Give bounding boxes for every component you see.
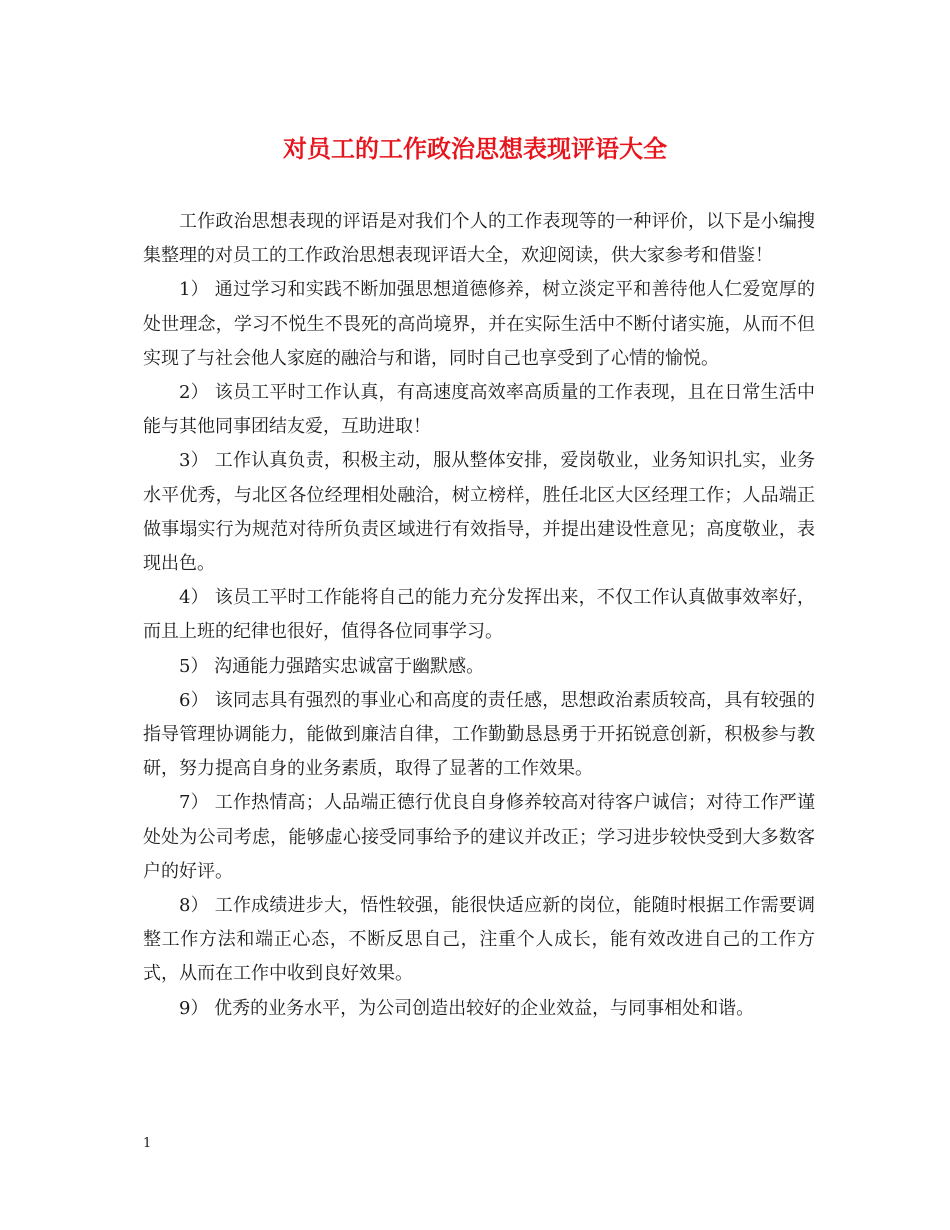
comment-paragraph-9: 9） 优秀的业务水平，为公司创造出较好的企业效益，与同事相处和谐。 (179, 997, 755, 1019)
comment-paragraph-5: 5） 沟通能力强踏实忠诚富于幽默感。 (179, 655, 485, 677)
document-body (143, 205, 815, 1026)
comment-paragraph-4: 4） 该员工平时工作能将自己的能力充分发挥出来，不仅工作认真做事效率好，而且上班的纪律也很好，值得各位同事学习。 (143, 587, 815, 643)
comment-paragraph-8: 8） 工作成绩进步大，悟性较强，能很快适应新的岗位，能随时根据工作需要调整工作方法和端正心态，不断反思自己，注重个人成长，能有效改进自己的工作方式，从而在工作中收到良好效果。 (143, 895, 815, 985)
comment-paragraph-7: 7） 工作热情高；人品端正德行优良自身修养较高对待客户诚信；对待工作严谨处处为公司考虑，能够虚心接受同事给予的建议并改正；学习进步较快受到大多数客户的好评。 (143, 792, 815, 882)
comment-paragraph-1: 1） 通过学习和实践不断加强思想道德修养，树立淡定平和善待他人仁爱宽厚的处世理念，学习不悦生不畏死的高尚境界，并在实际生活中不断付诸实施，从而不但实现了与社会他人家庭的融洽与和谐，同时自己也享受到了心情的愉悦。 (143, 279, 815, 369)
document-title: 对员工的工作政治思想表现评语大全 (283, 134, 667, 163)
intro-paragraph: 工作政治思想表现的评语是对我们个人的工作表现等的一种评价，以下是小编搜集整理的对员工的工作政治思想表现评语大全，欢迎阅读，供大家参考和借鉴！ (143, 211, 815, 267)
comment-paragraph-6: 6） 该同志具有强烈的事业心和高度的责任感，思想政治素质较高，具有较强的指导管理协调能力，能做到廉洁自律，工作勤勤恳恳勇于开拓锐意创新，积极参与教研，努力提高自身的业务素质，取得了显著的工作效果。 (143, 689, 815, 780)
page-number: 1 (143, 1136, 152, 1151)
comment-paragraph-2: 2） 该员工平时工作认真，有高速度高效率高质量的工作表现，且在日常生活中能与其他同事团结友爱，互助进取！ (143, 382, 815, 438)
comment-paragraph-3: 3） 工作认真负责，积极主动，服从整体安排，爱岗敬业，业务知识扎实，业务水平优秀，与北区各位经理相处融洽，树立榜样，胜任北区大区经理工作；人品端正做事塌实行为规范对待所负责区域进行有效指导，并提出建设性意见；高度敬业，表现出色。 (143, 450, 815, 575)
